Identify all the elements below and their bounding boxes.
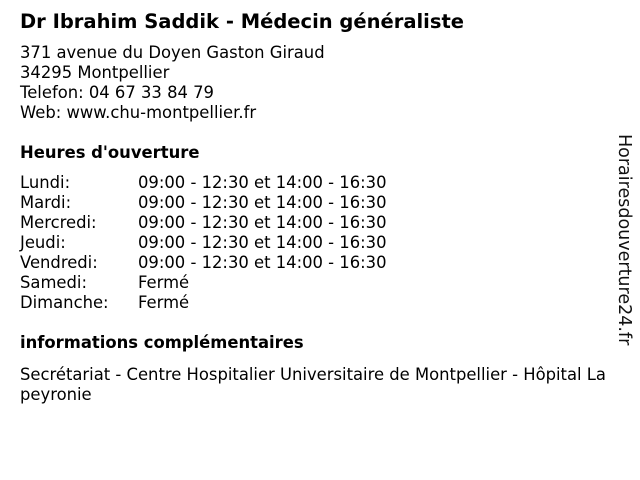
time-value: 09:00 - 12:30 et 14:00 - 16:30	[138, 233, 387, 252]
day-label: Mardi:	[20, 193, 72, 212]
day-label: Mercredi:	[20, 213, 97, 232]
opening-hours-card	[20, 9, 620, 405]
hours-row-tuesday	[20, 193, 620, 213]
day-label: Dimanche:	[20, 293, 109, 312]
day-label: Samedi:	[20, 273, 87, 292]
street-address: 371 avenue du Doyen Gaston Giraud	[20, 43, 325, 62]
time-value: 09:00 - 12:30 et 14:00 - 16:30	[138, 193, 387, 212]
site-watermark: Horairesdouverture24.fr	[614, 134, 634, 346]
address-block	[20, 43, 620, 123]
day-label: Lundi:	[20, 173, 71, 192]
hours-row-thursday	[20, 233, 620, 253]
additional-info-heading: informations complémentaires	[20, 333, 304, 352]
page-title: Dr Ibrahim Saddik - Médecin généraliste	[20, 10, 465, 33]
additional-info-text: Secrétariat - Centre Hospitalier Universitaire de Montpellier - Hôpital Lapeyronie	[20, 365, 606, 404]
time-value: 09:00 - 12:30 et 14:00 - 16:30	[138, 173, 387, 192]
day-label: Jeudi:	[20, 233, 66, 252]
time-value: Fermé	[138, 273, 190, 292]
website-url: Web: www.chu-montpellier.fr	[20, 103, 257, 122]
hours-row-sunday	[20, 293, 620, 313]
postal-city: 34295 Montpellier	[20, 63, 170, 82]
phone-number: Telefon: 04 67 33 84 79	[20, 83, 214, 102]
opening-hours-heading: Heures d'ouverture	[20, 143, 200, 162]
hours-row-wednesday	[20, 213, 620, 233]
time-value: 09:00 - 12:30 et 14:00 - 16:30	[138, 213, 387, 232]
day-label: Vendredi:	[20, 253, 98, 272]
opening-hours-table	[20, 173, 620, 313]
hours-row-saturday	[20, 273, 620, 293]
time-value: Fermé	[138, 293, 190, 312]
hours-row-friday	[20, 253, 620, 273]
hours-row-monday	[20, 173, 620, 193]
time-value: 09:00 - 12:30 et 14:00 - 16:30	[138, 253, 387, 272]
